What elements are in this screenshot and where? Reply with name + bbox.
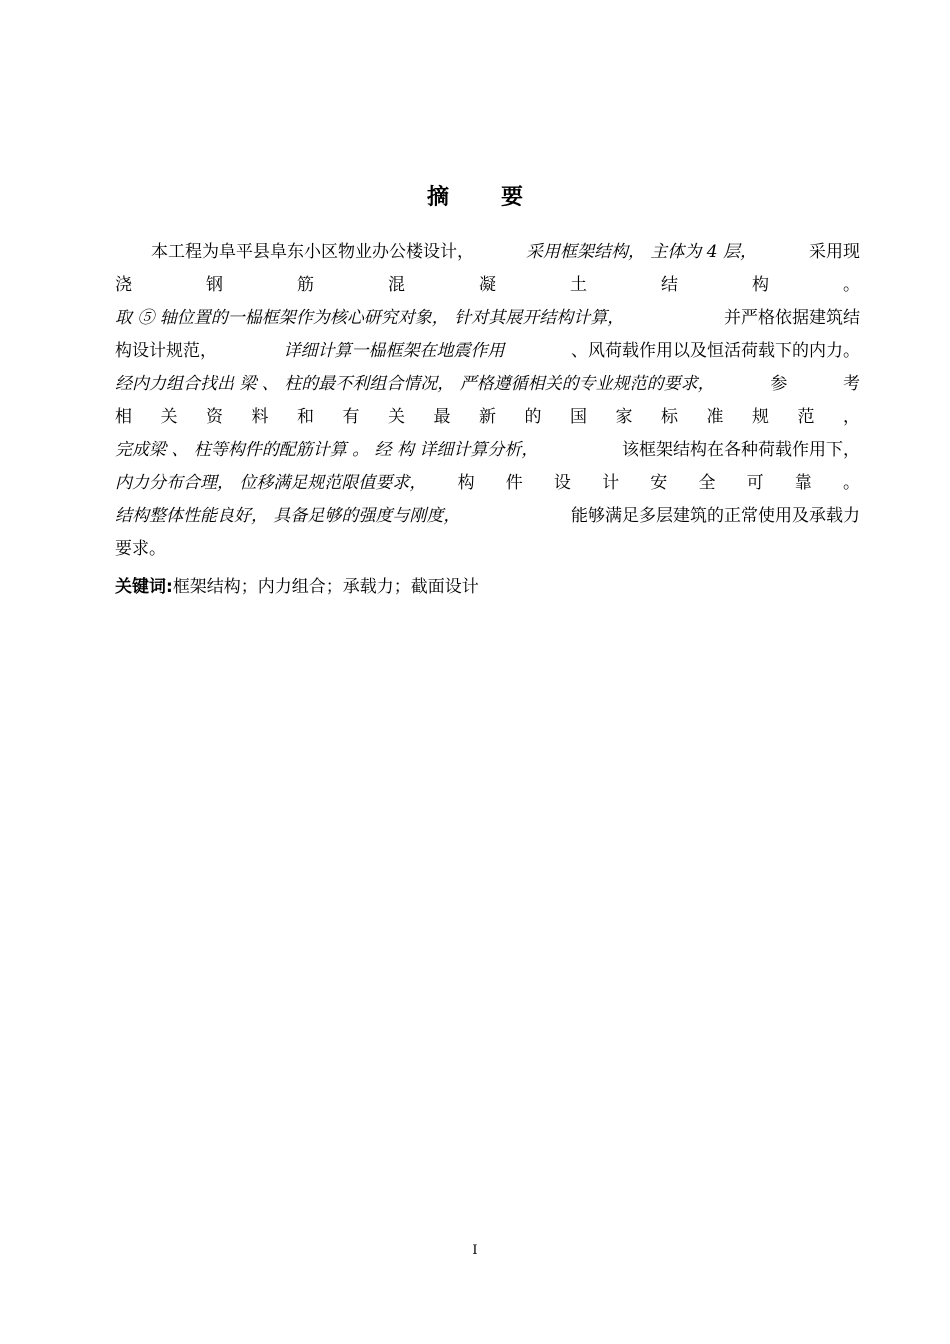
char: 规 bbox=[752, 407, 769, 427]
char: 最 bbox=[433, 407, 451, 427]
char: 结 bbox=[661, 275, 678, 295]
char: 混 bbox=[388, 275, 405, 295]
text-run: 采用现 bbox=[809, 242, 860, 262]
char: 件 bbox=[505, 473, 523, 493]
text-run: 能够满足多层建筑的正常使用及承载力 bbox=[571, 506, 860, 526]
char: 的 bbox=[524, 407, 542, 427]
abstract-line-8 bbox=[115, 467, 860, 500]
text-run: 构设计规范， bbox=[115, 341, 217, 361]
char: 料 bbox=[251, 407, 269, 427]
char: 参 bbox=[770, 374, 788, 394]
abstract-line-9 bbox=[115, 500, 860, 533]
text-run-italic: 取 ⑤ 轴位置的一榀框架作为核心研究对象， 针对其展开结构计算， bbox=[115, 308, 625, 328]
char: 准 bbox=[706, 407, 724, 427]
char: ， bbox=[843, 407, 860, 427]
abstract-line-4 bbox=[115, 335, 860, 368]
char: 土 bbox=[570, 275, 587, 295]
keywords-text: 框架结构；内力组合；承载力；截面设计 bbox=[172, 577, 479, 597]
char: 范 bbox=[797, 407, 815, 427]
abstract-line-10 bbox=[115, 533, 860, 566]
char: 关 bbox=[388, 407, 405, 427]
char: 浇 bbox=[115, 275, 132, 295]
char: 相 bbox=[115, 407, 132, 427]
char: 有 bbox=[342, 407, 360, 427]
text-run: 本工程为阜平县阜东小区物业办公楼设计， bbox=[151, 242, 474, 262]
text-run-italic: 结构整体性能良好， 具备足够的强度与刚度， bbox=[115, 506, 461, 526]
char: 。 bbox=[843, 275, 860, 295]
char: 计 bbox=[602, 473, 620, 493]
title-char-2: 要 bbox=[501, 185, 524, 210]
text-run: 该框架结构在各种荷载作用下， bbox=[622, 440, 860, 460]
keywords-line bbox=[115, 572, 479, 602]
abstract-line-2 bbox=[115, 269, 860, 302]
text-run-italic: 详细计算一榀框架在地震作用 bbox=[283, 341, 505, 361]
text-run-italic: 采用框架结构， 主体为 4 层， bbox=[525, 242, 758, 262]
char: 设 bbox=[553, 473, 571, 493]
page-number: I bbox=[472, 1243, 478, 1258]
text-run-italic: 完成梁 、 柱等构件的配筋计算 。 经 构 详细计算分析， bbox=[115, 440, 539, 460]
char: 。 bbox=[842, 473, 860, 493]
char: 安 bbox=[650, 473, 668, 493]
char: 靠 bbox=[794, 473, 812, 493]
char: 资 bbox=[206, 407, 223, 427]
abstract-line-7 bbox=[115, 434, 860, 467]
char: 构 bbox=[457, 473, 475, 493]
page-title bbox=[0, 180, 950, 211]
text-run: 要求。 bbox=[115, 539, 166, 559]
char: 全 bbox=[698, 473, 716, 493]
abstract-line-3 bbox=[115, 302, 860, 335]
abstract-line-1 bbox=[115, 236, 860, 269]
text-run-italic: 内力分布合理， 位移满足规范限值要求， bbox=[115, 473, 427, 493]
abstract-line-6 bbox=[115, 401, 860, 434]
char: 和 bbox=[297, 407, 314, 427]
char: 新 bbox=[479, 407, 496, 427]
char: 家 bbox=[615, 407, 633, 427]
text-run: 并严格依据建筑结 bbox=[724, 308, 860, 328]
abstract-body bbox=[115, 236, 860, 566]
text-run-italic: 经内力组合找出 梁 、 柱的最不利组合情况， 严格遵循相关的专业规范的要求， bbox=[115, 374, 715, 394]
char: 国 bbox=[570, 407, 587, 427]
char: 构 bbox=[752, 275, 769, 295]
text-run: 、风荷载作用以及恒活荷载下的内力。 bbox=[571, 341, 860, 361]
char: 关 bbox=[160, 407, 178, 427]
char: 可 bbox=[746, 473, 764, 493]
char: 凝 bbox=[479, 275, 496, 295]
title-char-1: 摘 bbox=[426, 185, 449, 210]
char: 考 bbox=[843, 374, 860, 394]
char: 筋 bbox=[297, 275, 314, 295]
char: 钢 bbox=[206, 275, 223, 295]
abstract-line-5 bbox=[115, 368, 860, 401]
keywords-label: 关键词: bbox=[115, 577, 173, 597]
char: 标 bbox=[661, 407, 678, 427]
